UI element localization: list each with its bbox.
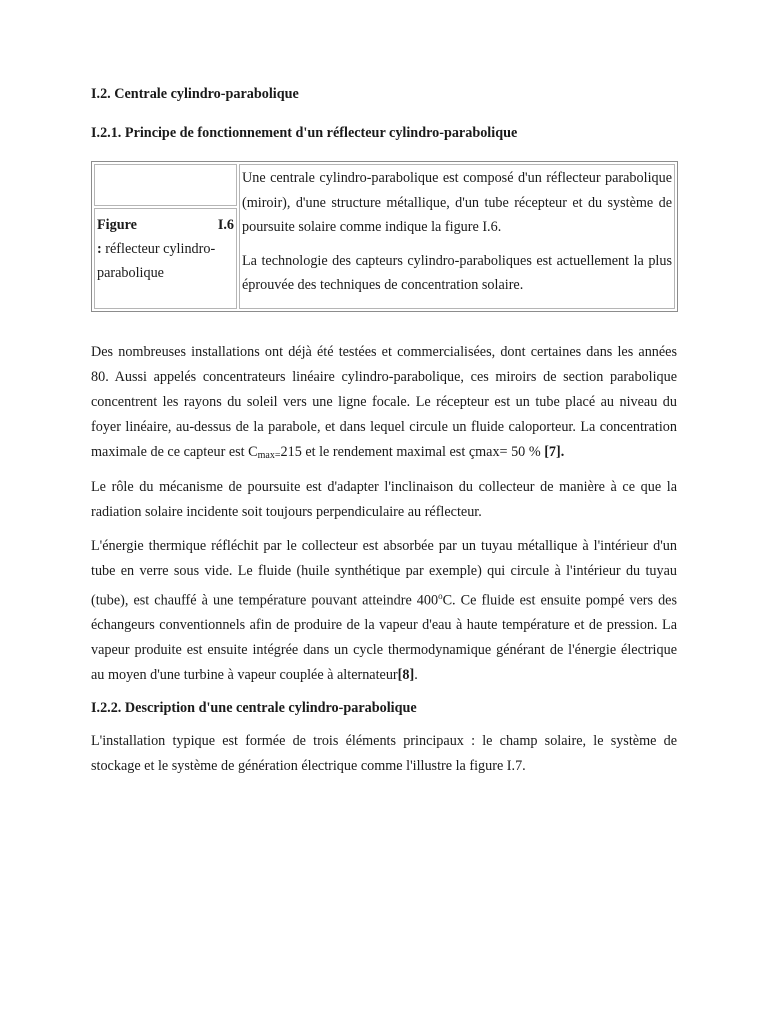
- cmax-subscript: max=: [257, 449, 281, 461]
- paragraph-installation-typical: L'installation typique est formée de trois éléments principaux : le champ solaire, le système de stockage et le système de génération électrique comme l'illustre la figure I.7.: [91, 733, 677, 775]
- paragraph-installations-text: Des nombreuses installations ont déjà été testées et commercialisées, dont certaines dans les années 80. Aussi appelés concentrateurs linéaire cylindro-parabolique, ces miroirs de section parabolique concentrent les rayons du soleil vers une ligne focale. Le récepteur est un tube placé au niveau du foyer linéaire, au-dessus de la parabole, et dans lequel circule un fluide caloporteur. La concentration maximale de ce capteur est C: [91, 343, 677, 460]
- degree-symbol: o: [438, 590, 443, 601]
- figure-caption-label: [97, 213, 234, 237]
- figure-caption-cell: [94, 208, 237, 309]
- figure-label: Figure: [97, 217, 137, 233]
- reference-8: [8]: [397, 667, 415, 684]
- figure-caption-text: réflecteur cylindro-parabolique: [97, 241, 216, 281]
- paragraph-thermal-energy: [91, 534, 677, 689]
- paragraph-installations: [91, 340, 677, 466]
- document-page: [91, 84, 677, 788]
- subsection-heading-principle: I.2.1. Principe de fonctionnement d'un réflecteur cylindro-parabolique: [91, 125, 518, 141]
- figure-caption-text-line: [97, 237, 234, 285]
- paragraph-installations-text-2: 215 et le rendement maximal est çmax= 50 %: [280, 443, 545, 460]
- paragraph-thermal-text-2: C. Ce fluide est ensuite pompé vers des échangeurs conventionnels afin de produire de la vapeur d'eau à haute température et de pression. La vapeur produite est ensuite intégrée dans un cycle thermodynamique générant de l'énergie électrique au moyen d'une turbine à vapeur couplée à alternateur: [91, 592, 677, 684]
- figure-table: [91, 161, 678, 312]
- figure-description-para2: La technologie des capteurs cylindro-paraboliques est actuellement la plus éprouvée des techniques de concentration solaire.: [242, 252, 672, 293]
- subsection-heading-description: I.2.2. Description d'une centrale cylindro-parabolique: [91, 700, 417, 717]
- paragraph-thermal-text: L'énergie thermique réfléchit par le collecteur est absorbée par un tuyau métallique à l'intérieur d'un tube en verre sous vide. Le fluide (huile synthétique par exemple) qui circule à l'intérieur du tuyau (tube), est chauffé à une température pouvant atteindre 400: [91, 537, 677, 609]
- section-heading: I.2. Centrale cylindro-parabolique: [91, 86, 299, 102]
- figure-description-para1: Une centrale cylindro-parabolique est composé d'un réflecteur parabolique (miroir), d'une structure métallique, d'un tube récepteur et du système de poursuite solaire comme indique la figure I.6.: [242, 170, 672, 235]
- caption-colon: :: [97, 241, 102, 257]
- figure-image-cell: [94, 164, 237, 206]
- reference-7: [7].: [544, 443, 565, 460]
- figure-number: I.6: [217, 217, 234, 233]
- paragraph-thermal-end: .: [414, 667, 418, 684]
- paragraph-tracking: Le rôle du mécanisme de poursuite est d'adapter l'inclinaison du collecteur de manière à ce que la radiation solaire incidente soit toujours perpendiculaire au réflecteur.: [91, 478, 677, 520]
- figure-description-cell: [239, 164, 675, 309]
